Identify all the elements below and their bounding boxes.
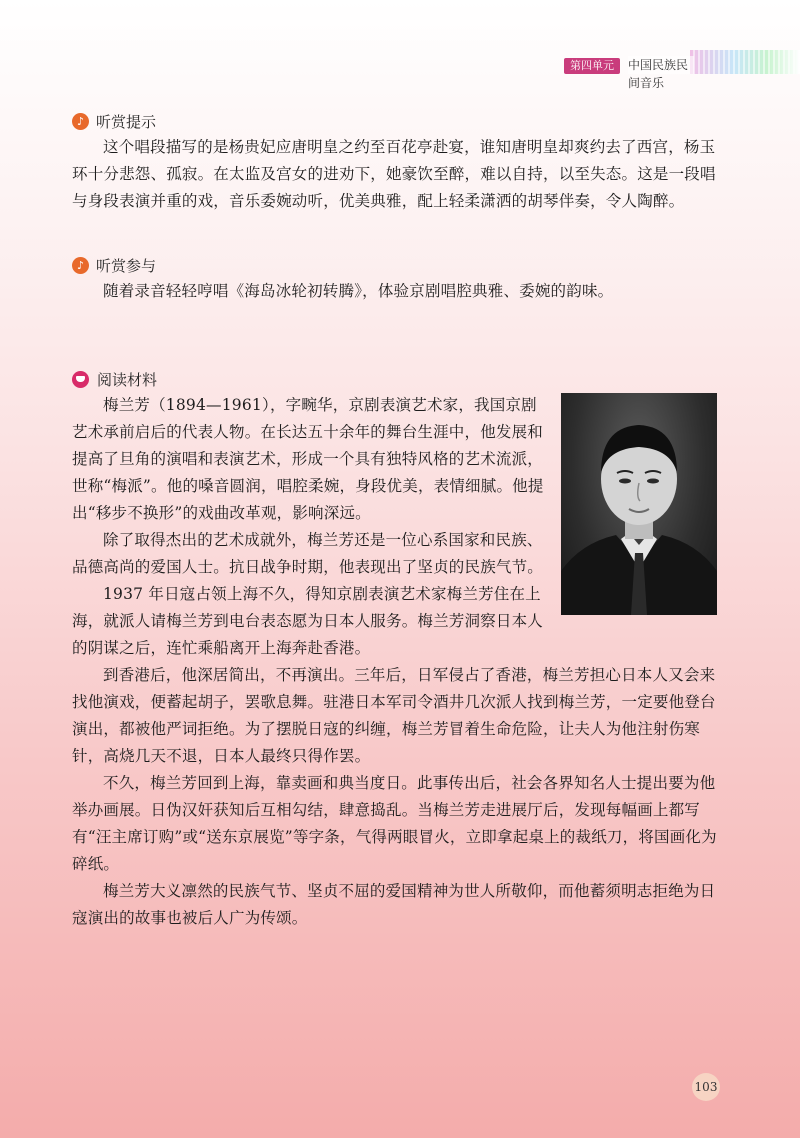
section-heading-tips: [72, 110, 156, 132]
page-number: 103: [692, 1073, 720, 1101]
reading-paragraph-6: 梅兰芳大义凛然的民族气节、坚贞不屈的爱国精神为世人所敬仰，而他蓄须明志拒绝为日寇演出的故事也被后人广为传颂。: [72, 882, 716, 927]
reading-paragraph-3: 1937 年日寇占领上海不久，得知京剧表演艺术家梅兰芳住在上海，就派人请梅兰芳到电台表态愿为日本人服务。梅兰芳洞察日本人的阴谋之后，连忙乘船离开上海奔赴香港。: [72, 585, 544, 657]
reading-paragraph-4: 到香港后，他深居简出，不再演出。三年后，日军侵占了香港，梅兰芳担心日本人又会来找他演戏，便蓄起胡子，罢歌息舞。驻港日本军司令酒井几次派人找到梅兰芳，一定要他登台演出，都被他严词拒绝。为了摆脱日寇的纠缠，梅兰芳冒着生命危险，让夫人为他注射伤寒针，高烧几天不退，日本人最终只得作罢。: [72, 666, 716, 765]
section-title: 听赏提示: [96, 112, 157, 131]
reading-paragraph-2: 除了取得杰出的艺术成就外，梅兰芳还是一位心系国家和民族、品德高尚的爱国人士。抗日战争时期，他表现出了坚贞的民族气节。: [72, 531, 544, 576]
tips-paragraph: 这个唱段描写的是杨贵妃应唐明皇之约至百花亭赴宴，谁知唐明皇却爽约去了西宫，杨玉环十分悲怨、孤寂。在太监及宫女的进劝下，她豪饮至醉，难以自持，以至失态。这是一段唱与身段表演并重的戏，音乐委婉动听，优美典雅，配上轻柔潇洒的胡琴伴奏，令人陶醉。: [72, 138, 716, 210]
participate-paragraph: 随着录音轻轻哼唱《海岛冰轮初转腾》，体验京剧唱腔典雅、委婉的韵味。: [103, 282, 614, 300]
chapter-title: 中国民族民间音乐: [628, 56, 694, 74]
unit-badge: 第四单元: [564, 58, 620, 74]
section-heading-reading: [72, 368, 157, 390]
reading-paragraph-1: 梅兰芳（1894—1961），字畹华，京剧表演艺术家，我国京剧艺术承前启后的代表人物。在长达五十余年的舞台生涯中，他发展和提高了旦角的演唱和表演艺术，形成一个具有独特风格的艺术流派，世称“梅派”。他的嗓音圆润，唱腔柔婉，身段优美，表情细腻。他提出“移步不换形”的戏曲改革观，影响深远。: [72, 396, 544, 522]
music-note-icon: ♪: [72, 113, 89, 130]
header-decoration: [690, 50, 800, 74]
reading-paragraph-5: 不久，梅兰芳回到上海，靠卖画和典当度日。此事传出后，社会各界知名人士提出要为他举办画展。日伪汉奸获知后互相勾结，肆意捣乱。当梅兰芳走进展厅后，发现每幅画上都写有“汪主席订购”或“送东京展览”等字条，气得两眼冒火，立即拿起桌上的裁纸刀，将国画化为碎纸。: [72, 774, 717, 873]
section-title: 阅读材料: [97, 370, 158, 389]
book-icon: [72, 371, 89, 388]
section-title: 听赏参与: [96, 256, 157, 275]
portrait-photo: [561, 393, 717, 615]
section-heading-participate: [72, 254, 156, 276]
music-note-icon: ♪: [72, 257, 89, 274]
